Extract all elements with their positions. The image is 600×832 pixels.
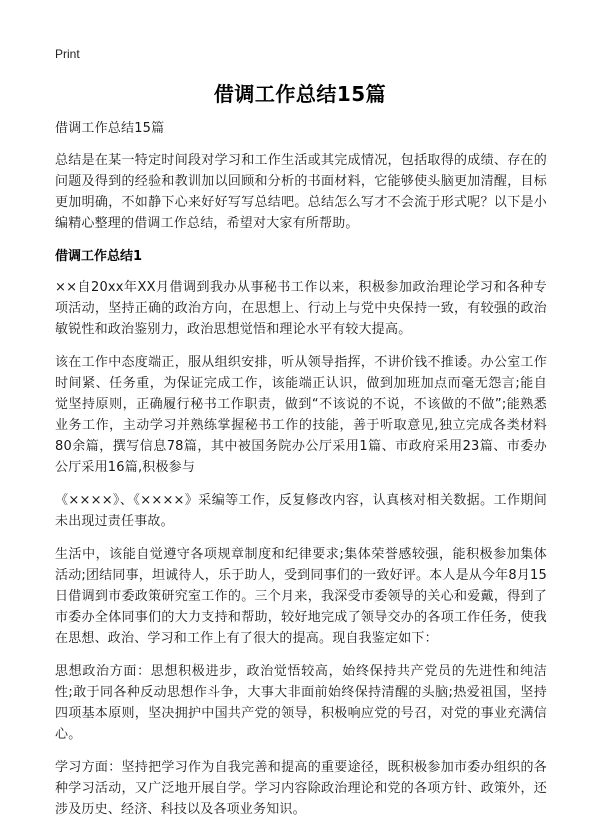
body-paragraph: 该在工作中态度端正，服从组织安排，听从领导指挥，不讲价钱不推诿。办公室工作时间紧、任务重，为保证完成工作，该能端正认识，做到加班加点而毫无怨言;能自觉坚持原则，正确履行秘书工作职责，做到“不该说的不说，不该做的不做”;能熟悉业务工作，主动学习并熟练掌握秘书工作的技能，善于听取意见,独立完成各类材料80余篇，撰写信息78篇，其中被国务院办公厅采用1篇、市政府采用23篇、市委办公厅采用16篇,积极参与 xyxy=(55,355,547,475)
document-body xyxy=(55,118,547,832)
section-heading: 借调工作总结1 xyxy=(55,249,143,264)
body-paragraph: 生活中，该能自觉遵守各项规章制度和纪律要求;集体荣誉感较强，能积极参加集体活动;团结同事，坦诚待人，乐于助人，受到同事们的一致好评。本人是从今年8月15日借调到市委政策研究室工作的。三个月来，我深受市委领导的关心和爱戴，得到了市委办全体同事们的大力支持和帮助，较好地完成了领导交办的各项工作任务，使我在思想、政治、学习和工作上有了很大的提高。现自我鉴定如下： xyxy=(55,547,547,646)
page-title: 借调工作总结15篇 xyxy=(213,82,387,106)
document-subtitle: 借调工作总结15篇 xyxy=(55,121,165,136)
intro-paragraph: 总结是在某一特定时间段对学习和工作生活或其完成情况，包括取得的成绩、存在的问题及得到的经验和教训加以回顾和分析的书面材料，它能够使头脑更加清醒，目标更加明确，不如静下心来好好写写总结吧。总结怎么写才不会流于形式呢？以下是小编精心整理的借调工作总结，希望对大家有所帮助。 xyxy=(55,153,547,231)
print-link[interactable]: Print xyxy=(55,47,80,61)
body-paragraph: ××自20xx年XX月借调到我办从事秘书工作以来，积极参加政治理论学习和各种专项活动，坚持正确的政治方向，在思想上、行动上与党中央保持一致，有较强的政治敏锐性和政治鉴别力，政治思想觉悟和理论水平有较大提高。 xyxy=(55,280,547,337)
body-paragraph: 思想政治方面：思想积极进步，政治觉悟较高，始终保持共产党员的先进性和纯洁性;敢于同各种反动思想作斗争，大事大非面前始终保持清醒的头脑;热爱祖国，坚持四项基本原则，坚决拥护中国共产党的领导，积极响应党的号召，对党的事业充满信心。 xyxy=(55,664,547,742)
body-paragraph: 《××××》、《××××》采编等工作，反复修改内容，认真核对相关数据。工作期间未出现过责任事故。 xyxy=(55,493,547,529)
body-paragraph: 学习方面：坚持把学习作为自我完善和提高的重要途径，既积极参加市委办组织的各种学习活动，又广泛地开展自学。学习内容除政治理论和党的各项方针、政策外，还涉及历史、经济、科技以及各项业务知识。 xyxy=(55,760,547,817)
